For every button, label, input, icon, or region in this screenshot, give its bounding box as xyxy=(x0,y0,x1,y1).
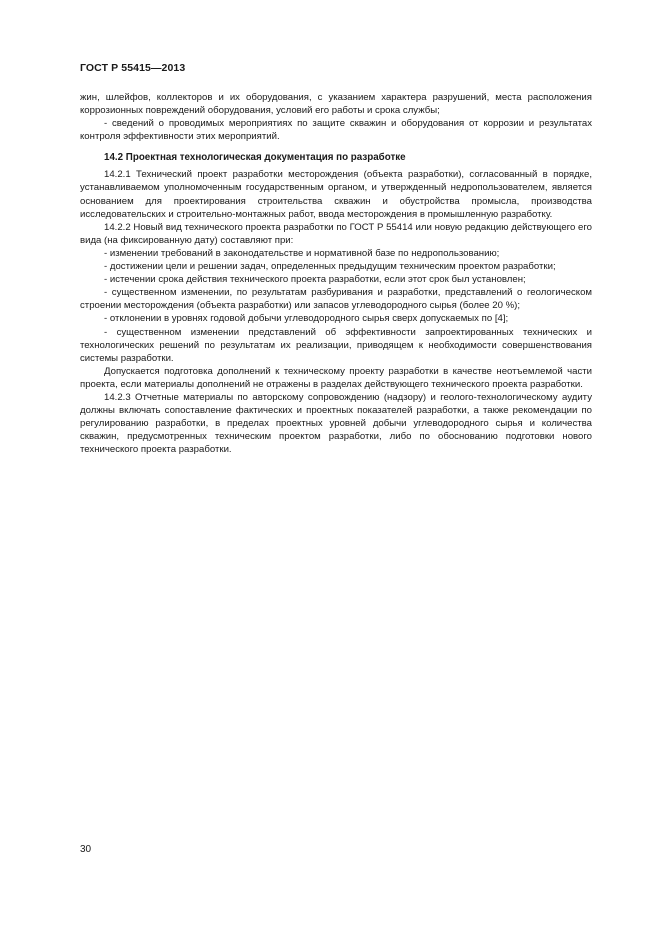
list-item: - достижении цели и решении задач, определенных предыдущим техническим проектом разработки; xyxy=(104,261,556,273)
paragraph-14-2-3: 14.2.3 Отчетные материалы по авторскому сопровождению (надзору) и геолого-технологическому аудиту должны включать сопоставление фактических и проектных показателей разработки, а также рекомендации по регулированию разработки, в пределах проектных уровней добычи углеводородного сырья и количества скважин, предусмотренных техническим проектом разработки, либо по обоснованию подготовки нового технического проекта разработки. xyxy=(80,391,592,456)
paragraph-supplements: Допускается подготовка дополнений к техническому проекту разработки в качестве неотъемлемой части проекта, если материалы дополнений не отражены в разделах действующего технического проекта разработки. xyxy=(80,365,592,390)
list-item: - отклонении в уровнях годовой добычи углеводородного сырья сверх допускаемых по [4]; xyxy=(104,313,509,325)
intro-continuation: жин, шлейфов, коллекторов и их оборудования, с указанием характера разрушений, места расположения коррозионных повреждений оборудования, условий его работы и срока службы; xyxy=(80,92,592,117)
list-item: - существенном изменении представлений об эффективности запроектированных технических и технологических решений по результатам их реализации, приводящем к необходимости совершенствования системы разработки. xyxy=(80,326,592,364)
paragraph-14-2-2: 14.2.2 Новый вид технического проекта разработки по ГОСТ Р 55414 или новую редакцию действующего его вида (на фиксированную дату) составляют при: xyxy=(80,221,592,246)
list-item: - изменении требований в законодательстве и нормативной базе по недропользованию; xyxy=(104,247,500,259)
paragraph-14-2-1: 14.2.1 Технический проект разработки месторождения (объекта разработки), согласованный в порядке, устанавливаемом уполномоченным государственным органом, и утвержденный недропользователем, является основанием для проектирования строительства скважин и обустройства промысла, производства исследовательских и строительно-монтажных работ, ввода месторождения в промышленную разработку. xyxy=(80,169,592,220)
page-number: 30 xyxy=(80,844,92,855)
document-header: ГОСТ Р 55415—2013 xyxy=(80,62,186,74)
page-body xyxy=(80,91,592,456)
intro-bullet: - сведений о проводимых мероприятиях по защите скважин и оборудования от коррозии и результатах контроля эффективности этих мероприятий. xyxy=(80,118,592,143)
list-item: - существенном изменении, по результатам разбуривания и разработки, представлений о геологическом строении месторождения (объекта разработки) или запасов углеводородного сырья (более 20 %); xyxy=(80,287,592,312)
list-item: - истечении срока действия технического проекта разработки, если этот срок был установлен; xyxy=(104,274,526,286)
section-title: 14.2 Проектная технологическая документация по разработке xyxy=(104,152,406,164)
